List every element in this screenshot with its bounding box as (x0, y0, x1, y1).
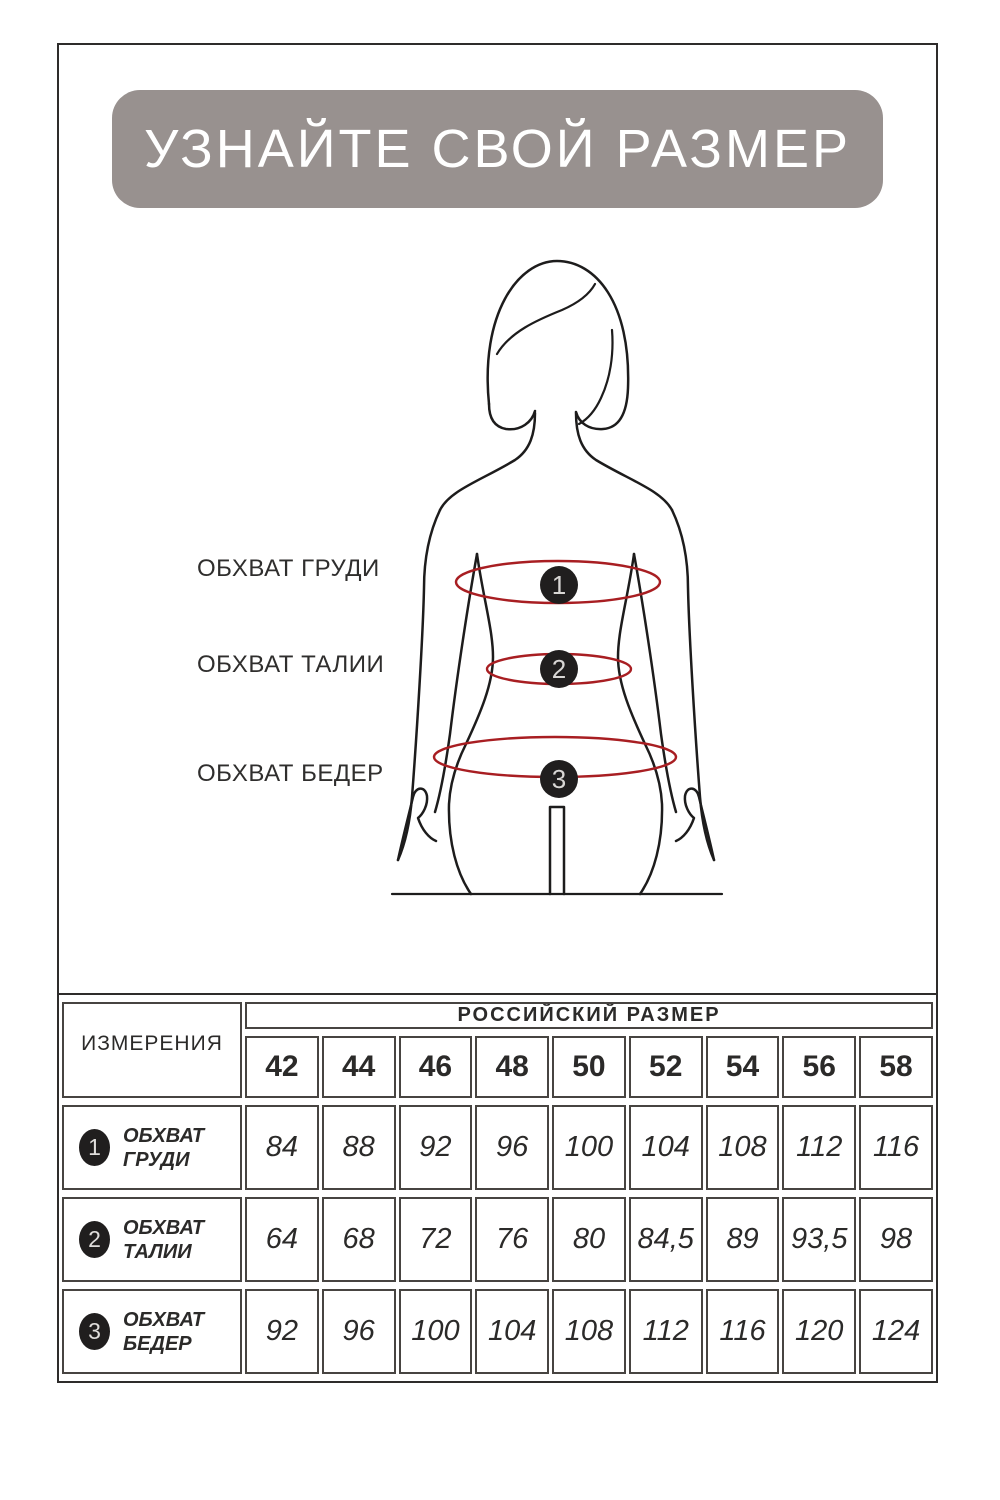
torso-leg-right (618, 554, 662, 894)
arm-outer-left (398, 510, 440, 860)
measurements-header-cell: ИЗМЕРЕНИЯ (62, 1002, 242, 1098)
label-chest: ОБХВАТ ГРУДИ (197, 555, 380, 582)
size-col-42: 42 (245, 1036, 319, 1098)
row-label-text: ОБХВАТ ГРУДИ (123, 1124, 205, 1171)
chest-value: 96 (475, 1105, 549, 1190)
hair-outline (488, 261, 629, 429)
waist-value: 72 (399, 1197, 473, 1282)
row-marker-1: 1 (79, 1129, 110, 1166)
chest-value: 100 (552, 1105, 626, 1190)
size-col-52: 52 (629, 1036, 703, 1098)
page-title-banner (112, 90, 883, 208)
row-label-waist (62, 1197, 242, 1282)
row-label-text: ОБХВАТ БЕДЕР (123, 1308, 205, 1355)
chest-value: 108 (706, 1105, 780, 1190)
label-hips: ОБХВАТ БЕДЕР (197, 760, 384, 787)
hair-bottom-left (489, 404, 535, 429)
hand-right (676, 789, 714, 860)
label-waist: ОБХВАТ ТАЛИИ (197, 651, 385, 678)
row-marker-2: 2 (79, 1221, 110, 1258)
waist-value: 93,5 (782, 1197, 856, 1282)
waist-value: 89 (706, 1197, 780, 1282)
marker-2-number: 2 (551, 654, 567, 684)
hand-left (398, 789, 436, 860)
chest-value: 104 (629, 1105, 703, 1190)
table-row-chest (62, 1105, 933, 1190)
size-col-50: 50 (552, 1036, 626, 1098)
russian-size-header-cell: РОССИЙСКИЙ РАЗМЕР (245, 1002, 933, 1029)
waist-value: 98 (859, 1197, 933, 1282)
hair-fringe (497, 284, 595, 354)
waist-value: 64 (245, 1197, 319, 1282)
hips-value: 120 (782, 1289, 856, 1374)
size-col-48: 48 (475, 1036, 549, 1098)
size-col-44: 44 (322, 1036, 396, 1098)
row-label-hips (62, 1289, 242, 1374)
arm-outer-right (672, 510, 714, 860)
row-label-chest (62, 1105, 242, 1190)
page-title: УЗНАЙТЕ СВОЙ РАЗМЕР (143, 119, 852, 179)
content-frame (57, 43, 938, 1383)
size-col-58: 58 (859, 1036, 933, 1098)
size-col-54: 54 (706, 1036, 780, 1098)
size-col-46: 46 (399, 1036, 473, 1098)
table-row-waist (62, 1197, 933, 1282)
hair-inner-right (579, 330, 613, 424)
body-figure-diagram (332, 252, 782, 902)
hips-value: 116 (706, 1289, 780, 1374)
hips-value: 92 (245, 1289, 319, 1374)
chest-value: 84 (245, 1105, 319, 1190)
hips-value: 112 (629, 1289, 703, 1374)
torso-leg-left (449, 554, 493, 894)
waist-value: 68 (322, 1197, 396, 1282)
hips-value: 104 (475, 1289, 549, 1374)
waist-value: 80 (552, 1197, 626, 1282)
chest-value: 92 (399, 1105, 473, 1190)
marker-3-number: 3 (551, 764, 567, 794)
size-table (57, 993, 938, 1383)
hips-value: 124 (859, 1289, 933, 1374)
hips-value: 96 (322, 1289, 396, 1374)
row-label-text: ОБХВАТ ТАЛИИ (123, 1216, 205, 1263)
hips-value: 100 (399, 1289, 473, 1374)
chest-value: 88 (322, 1105, 396, 1190)
size-col-56: 56 (782, 1036, 856, 1098)
hips-value: 108 (552, 1289, 626, 1374)
table-row-hips (62, 1289, 933, 1374)
marker-1-number: 1 (551, 570, 567, 600)
waist-value: 76 (475, 1197, 549, 1282)
waist-value: 84,5 (629, 1197, 703, 1282)
row-marker-3: 3 (79, 1313, 110, 1350)
chest-value: 116 (859, 1105, 933, 1190)
arm-inner-right (634, 554, 676, 812)
chest-value: 112 (782, 1105, 856, 1190)
inner-leg-gap (550, 807, 564, 894)
